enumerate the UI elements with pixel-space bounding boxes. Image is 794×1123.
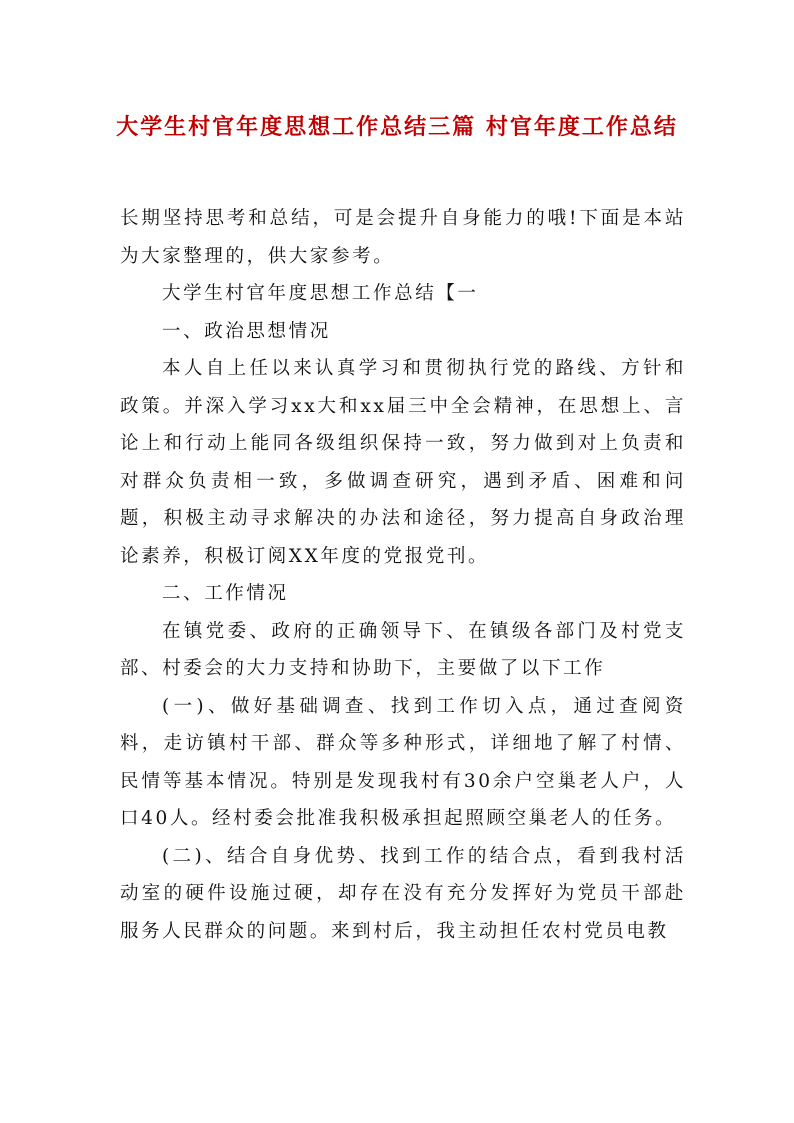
work-intro-paragraph: 在镇党委、政府的正确领导下、在镇级各部门及村党支部、村委会的大力支持和协助下，主要做了以下工作 [120, 620, 686, 679]
politics-paragraph: 本人自上任以来认真学习和贯彻执行党的路线、方针和政策。并深入学习xx大和xx届三中全会精神，在思想上、言论上和行动上能同各级组织保持一致，努力做到对上负责和对群众负责相一致，多做调查研究，遇到矛盾、困难和问题，积极主动寻求解决的办法和途径，努力提高自身政治理论素养，积极订阅XX年度的党报党刊。 [120, 358, 686, 567]
subheading-work: 二、工作情况 [162, 583, 289, 604]
intro-paragraph: 长期坚持思考和总结，可是会提升自身能力的哦!下面是本站为大家整理的，供大家参考。 [120, 208, 686, 267]
section-heading: 大学生村官年度思想工作总结【一 [162, 283, 479, 304]
work-item-2-paragraph: (二)、结合自身优势、找到工作的结合点，看到我村活动室的硬件设施过硬，却存在没有充分发挥好为党员干部赴服务人民群众的问题。来到村后，我主动担任农村党员电教 [120, 845, 686, 942]
document-title: 大学生村官年度思想工作总结三篇 村官年度工作总结 [116, 115, 678, 140]
work-item-1-paragraph: (一)、做好基础调查、找到工作切入点，通过查阅资料，走访镇村干部、群众等多种形式，详细地了解了村情、民情等基本情况。特别是发现我村有30余户空巢老人户，人口40人。经村委会批准我积极承担起照顾空巢老人的任务。 [120, 695, 686, 829]
subheading-politics: 一、政治思想情况 [162, 320, 331, 342]
document-body [120, 200, 686, 950]
